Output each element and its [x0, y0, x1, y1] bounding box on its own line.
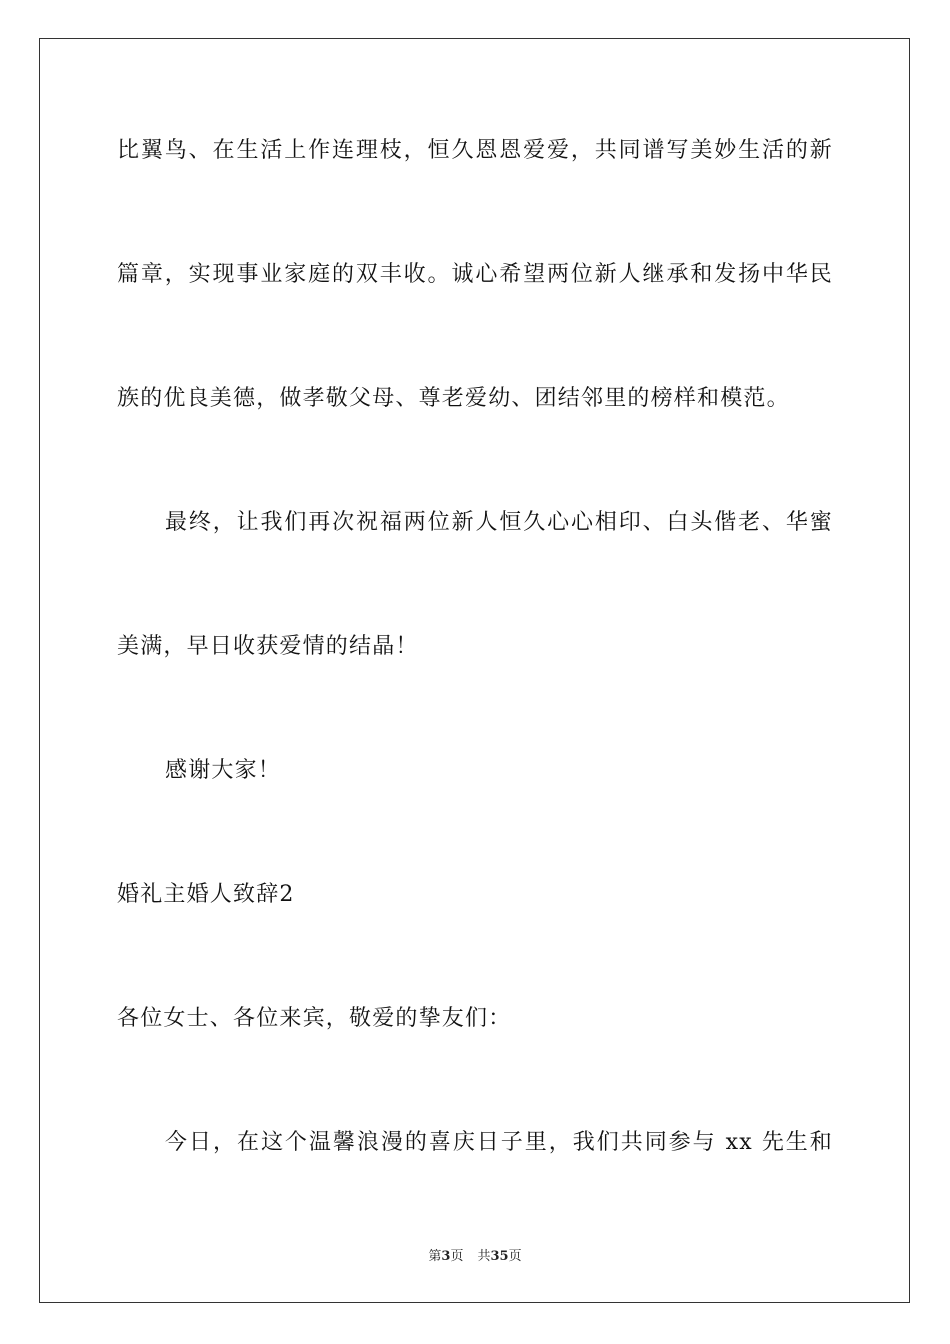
- page-frame: [39, 38, 910, 1303]
- page-prefix: 第: [428, 1249, 442, 1264]
- body-line-8: 各位女士、各位来宾，敬爱的挚友们：: [117, 1006, 512, 1031]
- body-line-4: 最终，让我们再次祝福两位新人恒久心心相印、白头偕老、华蜜: [165, 510, 833, 535]
- body-line-1: 比翼鸟、在生活上作连理枝，恒久恩恩爱爱，共同谱写美妙生活的新: [117, 138, 833, 163]
- page-number: 3: [441, 1249, 451, 1264]
- total-suffix: 页: [508, 1249, 522, 1264]
- page-footer: [0, 1248, 950, 1266]
- page-suffix: 页: [450, 1249, 464, 1264]
- body-line-6: 感谢大家！: [165, 758, 282, 783]
- section-heading: 婚礼主婚人致辞2: [117, 882, 295, 907]
- total-prefix: 共: [477, 1249, 491, 1264]
- total-pages: 35: [490, 1249, 509, 1264]
- body-line-2: 篇章，实现事业家庭的双丰收。诚心希望两位新人继承和发扬中华民: [117, 262, 833, 287]
- body-line-3: 族的优良美德，做孝敬父母、尊老爱幼、团结邻里的榜样和模范。: [117, 386, 790, 411]
- body-line-9: 今日，在这个温馨浪漫的喜庆日子里，我们共同参与 xx 先生和: [165, 1130, 833, 1155]
- body-line-5: 美满，早日收获爱情的结晶！: [117, 634, 419, 659]
